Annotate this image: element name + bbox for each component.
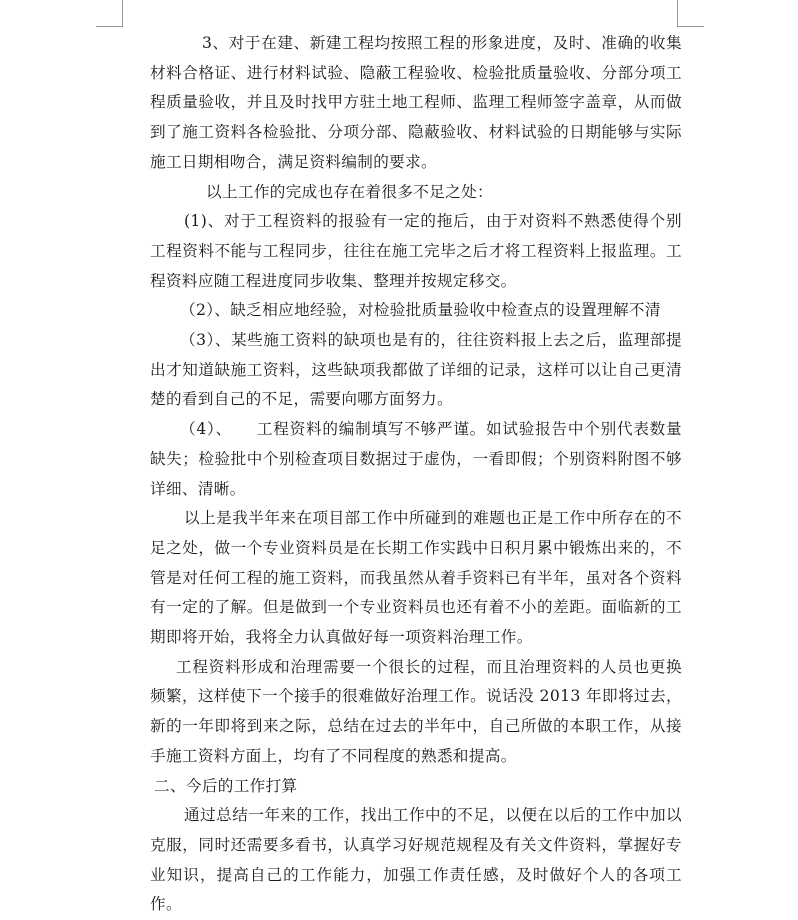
paragraph-shortcoming-4: （4）、 工程资料的编制填写不够严谨。如试验报告中个别代表数量缺失；检验批中个别检查项目数据过于虚伪，一看即假；个别资料附图不够详细、清晰。 <box>150 420 682 498</box>
margin-marker-top-right <box>677 0 704 27</box>
paragraph-future-plans: 通过总结一年来的工作，找出工作中的不足，以便在以后的工作中加以克服，同时还需要多看书，认真学习好规范规程及有关文件资料，掌握好专业知识，提高自己的工作能力，加强工作责任感，及时做好个人的各项工作。 <box>150 806 682 914</box>
paragraph-summary-process: 工程资料形成和治理需要一个很长的过程，而且治理资料的人员也更换频繁，这样使下一个接手的很难做好治理工作。说话没 2013 年即将过去，新的一年即将到来之际，总结在过去的半年中，自己所做的本职工作，从接手施工资料方面上，均有了不同程度的熟悉和提高。 <box>150 657 682 765</box>
margin-marker-top-left <box>96 0 123 27</box>
paragraph-shortcoming-1: (1)、对于工程资料的报验有一定的拖后，由于对资料不熟悉使得个别工程资料不能与工程同步，往往在施工完毕之后才将工程资料上报监理。工程资料应随工程进度同步收集、整理并按规定移交。 <box>150 212 682 290</box>
paragraph-shortcoming-3: （3）、某些施工资料的缺项也是有的，往往资料报上去之后，监理部提出才知道缺施工资料，这些缺项我都做了详细的记录，这样可以让自己更清楚的看到自己的不足，需要向哪方面努力。 <box>150 331 682 409</box>
paragraph-item-3: 3、对于在建、新建工程均按照工程的形象进度，及时、准确的收集材料合格证、进行材料试验、隐蔽工程验收、检验批质量验收、分部分项工程质量验收，并且及时找甲方驻土地工程师、监理工程师签字盖章，从而做到了施工资料各检验批、分项分部、隐蔽验收、材料试验的日期能够与实际施工日期相吻合，满足资料编制的要求。 <box>150 34 682 171</box>
section-heading-future-plans: 二、今后的工作打算 <box>154 776 298 795</box>
document-body <box>150 29 682 920</box>
paragraph-summary-difficulties: 以上是我半年来在项目部工作中所碰到的难题也正是工作中所存在的不足之处，做一个专业资料员是在长期工作实践中日积月累中锻炼出来的，不管是对任何工程的施工资料，而我虽然从着手资料已有半年，虽对各个资料有一定的了解。但是做到一个专业资料员也还有着不小的差距。面临新的工期即将开始，我将全力认真做好每一项资料治理工作。 <box>150 509 682 647</box>
paragraph-shortcoming-2: （2）、缺乏相应地经验，对检验批质量验收中检查点的设置理解不清 <box>180 301 661 320</box>
paragraph-shortcomings-intro: 以上工作的完成也存在着很多不足之处： <box>206 182 493 201</box>
